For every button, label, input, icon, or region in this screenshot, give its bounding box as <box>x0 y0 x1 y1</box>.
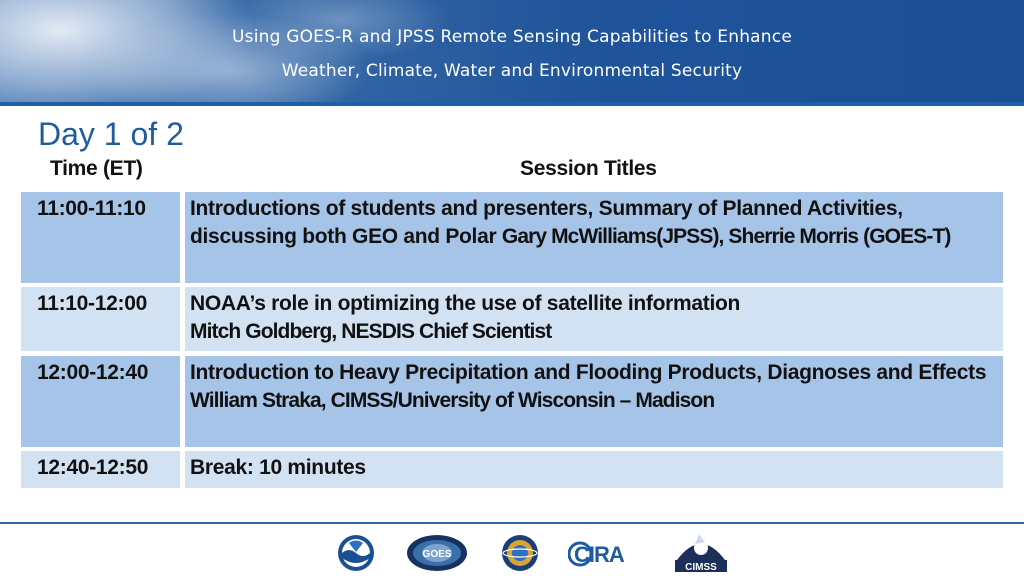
row-session <box>185 451 1003 488</box>
row-session <box>185 287 1003 351</box>
day-label: Day 1 of 2 <box>38 116 184 152</box>
header-title-line2: Weather, Climate, Water and Environmental Security <box>281 61 743 81</box>
agenda-row <box>21 192 1003 283</box>
noaa-logo-icon <box>337 534 375 572</box>
goes-logo-icon <box>406 534 468 572</box>
row-session <box>185 356 1003 447</box>
agenda-row <box>21 287 1003 351</box>
cira-logo-icon <box>568 540 634 568</box>
row-time: 12:40-12:50 <box>21 451 180 488</box>
session-speaker: Mitch Goldberg, NESDIS Chief Scientist <box>190 320 552 343</box>
cira-logo-text: CIRA <box>574 542 624 567</box>
header-title-line1: Using GOES-R and JPSS Remote Sensing Capabilities to Enhance <box>232 27 792 47</box>
row-session <box>185 192 1003 283</box>
jpss-logo-icon <box>501 534 539 572</box>
session-title: NOAA’s role in optimizing the use of satellite information <box>190 292 741 315</box>
row-time: 11:10-12:00 <box>21 287 180 351</box>
session-speaker: William Straka, CIMSS/University of Wisconsin – Madison <box>190 389 715 412</box>
column-header-time: Time (ET) <box>50 157 143 180</box>
column-header-session: Session Titles <box>520 157 657 180</box>
row-time: 12:00-12:40 <box>21 356 180 447</box>
session-title: Introductions of students and presenters, Summary of Planned Activities, discussing both GEO and Polar <box>190 197 903 248</box>
goes-logo-text: GOES <box>422 549 452 560</box>
cimss-logo-icon <box>671 530 731 574</box>
row-time: 11:00-11:10 <box>21 192 180 283</box>
session-speaker: Gary McWilliams(JPSS), Sherrie Morris (GOES-T) <box>501 225 951 248</box>
footer-divider <box>0 522 1024 524</box>
header-banner <box>0 0 1024 102</box>
session-title: Introduction to Heavy Precipitation and Flooding Products, Diagnoses and Effects <box>190 361 987 384</box>
cimss-logo-text: CIMSS <box>685 562 717 573</box>
header-divider <box>0 102 1024 106</box>
agenda-row <box>21 451 1003 488</box>
session-title: Break: 10 minutes <box>190 456 366 479</box>
agenda-row <box>21 356 1003 447</box>
